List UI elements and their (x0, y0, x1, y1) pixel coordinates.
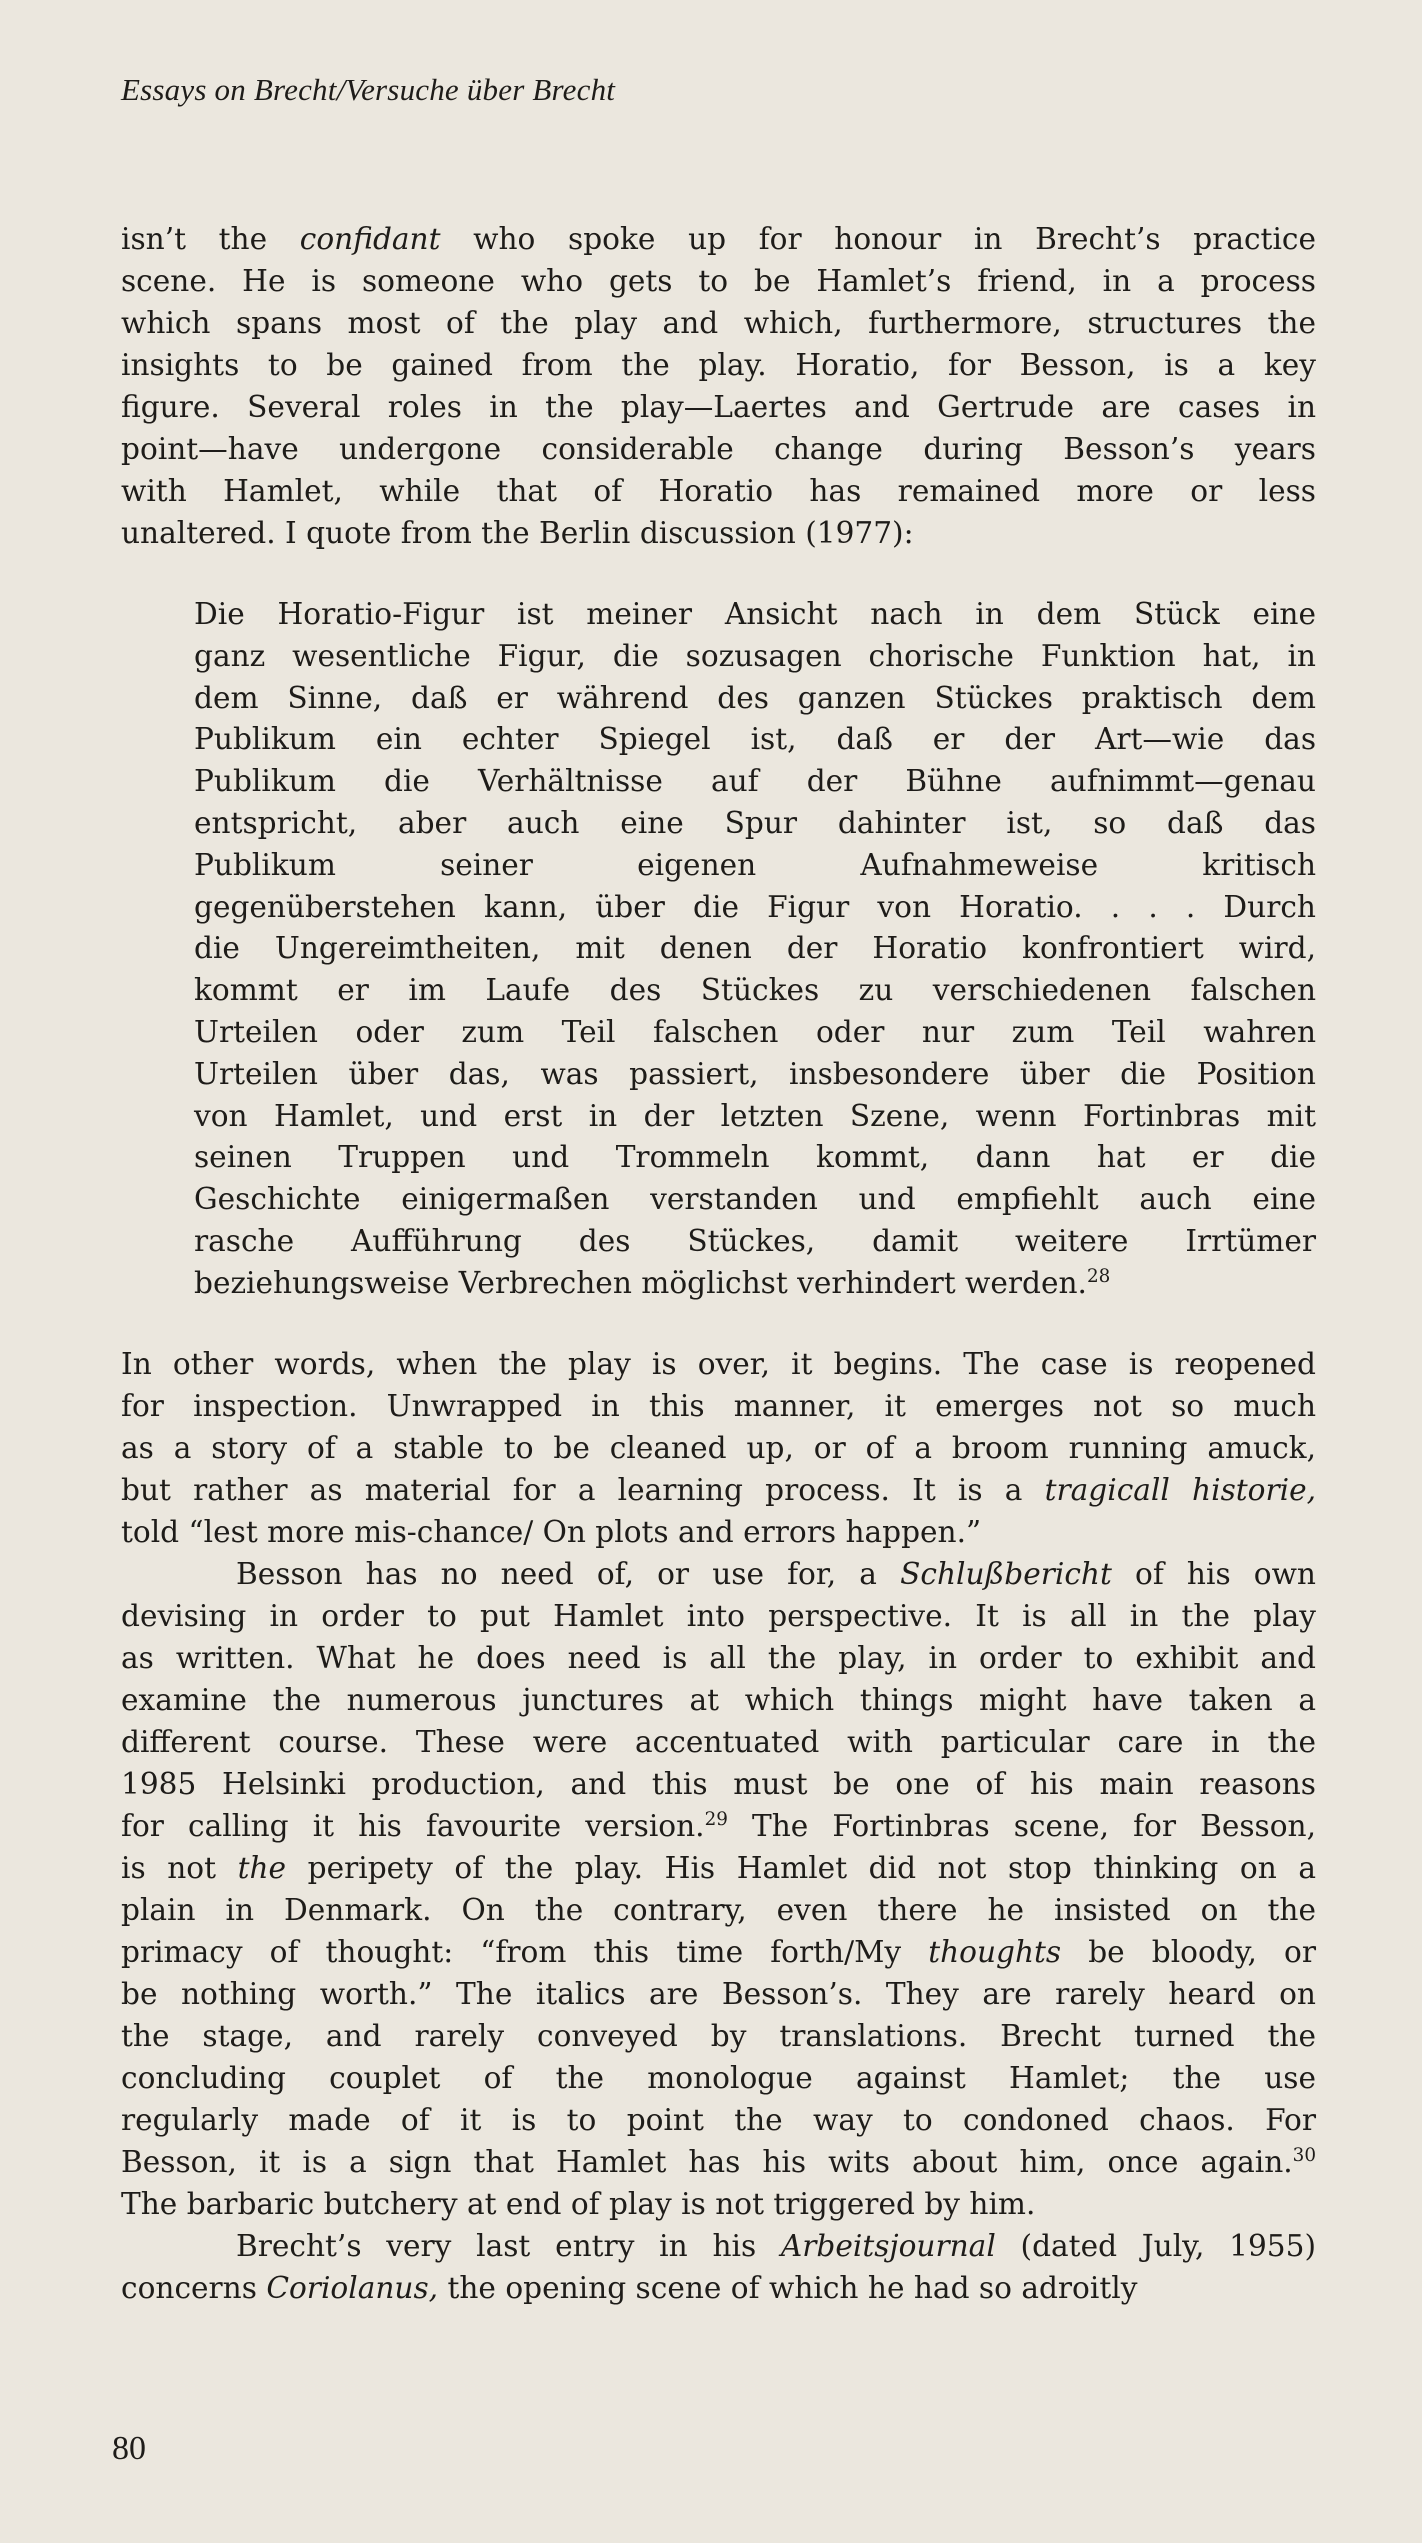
text-line: which spans most of the play and which, furthermore, structures the (121, 306, 1316, 340)
text-line: kommt er im Laufe des Stückes zu verschiedenen falschen (194, 973, 1316, 1008)
text-line: concerns Coriolanus, the opening scene of which he had so adroitly (121, 2271, 1138, 2305)
text-line: entspricht, aber auch eine Spur dahinter ist, so daß das (194, 805, 1316, 840)
paragraph-1 (121, 218, 1316, 554)
text-line: In other words, when the play is over, it begins. The case is reopened (121, 1347, 1316, 1381)
paragraph-3 (121, 1553, 1316, 2225)
text-line: gegenüberstehen kann, über die Figur von Horatio. . . . Durch (194, 889, 1316, 924)
italic-phrase: Arbeitsjournal (780, 2229, 996, 2263)
text-line: primacy of thought: “from this time forth/My thoughts be bloody, or (121, 1935, 1316, 1969)
text-line: Publikum seiner eigenen Aufnahmeweise kritisch (194, 847, 1316, 882)
text-line: 1985 Helsinki production, and this must be one of his main reasons (121, 1767, 1316, 1801)
text-line: insights to be gained from the play. Horatio, for Besson, is a key (121, 348, 1316, 382)
footnote-marker: 30 (1292, 2145, 1316, 2167)
text-line: beziehungsweise Verbrechen möglichst verhindert werden.$^{28}$ (194, 1265, 1111, 1300)
text-line: ganz wesentliche Figur, die sozusagen chorische Funktion hat, in (194, 638, 1316, 673)
paragraph-2 (121, 1343, 1316, 1553)
text-line: as a story of a stable to be cleaned up, or of a broom running amuck, (121, 1431, 1316, 1465)
text-line: von Hamlet, und erst in der letzten Szene, wenn Fortinbras mit (194, 1098, 1316, 1133)
text-line: told “lest more mis-chance/ On plots and errors happen.” (121, 1515, 982, 1549)
text-line: for inspection. Unwrapped in this manner, it emerges not so much (121, 1389, 1316, 1423)
text-line: be nothing worth.” The italics are Besson’s. They are rarely heard on (121, 1977, 1316, 2011)
text-line: plain in Denmark. On the contrary, even there he insisted on the (121, 1893, 1316, 1927)
paragraph-4 (121, 2225, 1316, 2309)
text-line: Die Horatio-Figur ist meiner Ansicht nach in dem Stück eine (194, 597, 1316, 631)
italic-phrase: tragicall historie, (1044, 1473, 1316, 1507)
text-line: Besson has no need of, or use for, a Schlußbericht of his own (236, 1557, 1316, 1591)
text-line: with Hamlet, while that of Horatio has remained more or less (121, 474, 1316, 508)
text-line: concluding couplet of the monologue against Hamlet; the use (121, 2061, 1316, 2095)
italic-phrase: thoughts (928, 1935, 1062, 1969)
footnote-marker: 28 (1086, 1265, 1111, 1287)
text-line: Besson, it is a sign that Hamlet has his wits about him, once again.$^{30}$ (121, 2145, 1316, 2179)
text-line: point—have undergone considerable change during Besson’s years (121, 432, 1316, 466)
italic-phrase: the (237, 1851, 287, 1885)
block-quote (194, 594, 1316, 1305)
page-number: 80 (112, 2430, 146, 2467)
text-line: Publikum ein echter Spiegel ist, daß er der Art—wie das (194, 722, 1316, 757)
text-line: die Ungereimtheiten, mit denen der Horatio konfrontiert wird, (194, 931, 1316, 966)
italic-phrase: confidant (299, 222, 441, 256)
text-line: examine the numerous junctures at which things might have taken a (121, 1683, 1316, 1717)
running-head: Essays on Brecht/Versuche über Brecht (121, 72, 616, 107)
text-line: scene. He is someone who gets to be Hamlet’s friend, in a process (121, 264, 1316, 298)
text-line: Brecht’s very last entry in his Arbeitsjournal (dated July, 1955) (236, 2229, 1316, 2263)
text-line: Urteilen oder zum Teil falschen oder nur zum Teil wahren (194, 1014, 1316, 1049)
text-line: seinen Truppen und Trommeln kommt, dann hat er die (194, 1140, 1316, 1175)
italic-phrase: Coriolanus, (266, 2271, 439, 2305)
text-line: unaltered. I quote from the Berlin discussion (1977): (121, 516, 914, 550)
text-line: for calling it his favourite version.$^{29}$ The Fortinbras scene, for Besson, (121, 1809, 1316, 1843)
italic-phrase: Schlußbericht (900, 1557, 1112, 1591)
text-line: rasche Aufführung des Stückes, damit weitere Irrtümer (194, 1223, 1316, 1258)
footnote-marker: 29 (704, 1809, 728, 1831)
text-line: The barbaric butchery at end of play is not triggered by him. (121, 2187, 1036, 2221)
text-line: isn’t the confidant who spoke up for honour in Brecht’s practice (121, 222, 1316, 256)
text-line: but rather as material for a learning process. It is a tragicall historie, (121, 1473, 1316, 1507)
text-line: as written. What he does need is all the play, in order to exhibit and (121, 1641, 1316, 1675)
text-line: Publikum die Verhältnisse auf der Bühne aufnimmt—genau (194, 764, 1316, 799)
text-line: different course. These were accentuated with particular care in the (121, 1725, 1316, 1759)
text-line: Geschichte einigermaßen verstanden und empfiehlt auch eine (194, 1182, 1316, 1217)
text-line: is not the peripety of the play. His Hamlet did not stop thinking on a (121, 1851, 1316, 1885)
text-line: the stage, and rarely conveyed by translations. Brecht turned the (121, 2019, 1316, 2053)
text-line: regularly made of it is to point the way to condoned chaos. For (121, 2103, 1316, 2137)
text-line: figure. Several roles in the play—Laertes and Gertrude are cases in (121, 390, 1316, 424)
text-line: dem Sinne, daß er während des ganzen Stückes praktisch dem (194, 680, 1316, 715)
text-line: devising in order to put Hamlet into perspective. It is all in the play (121, 1599, 1316, 1633)
text-line: Urteilen über das, was passiert, insbesondere über die Position (194, 1056, 1316, 1091)
